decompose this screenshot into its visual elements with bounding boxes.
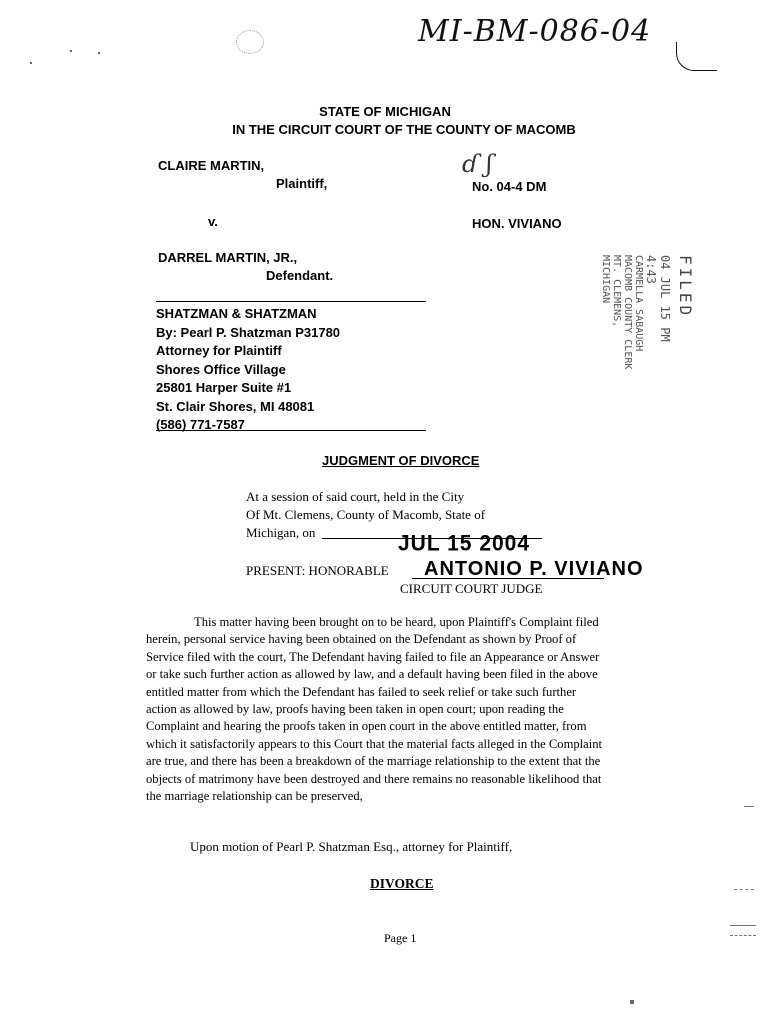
judge-title: CIRCUIT COURT JUDGE bbox=[400, 581, 543, 596]
attorney-name: By: Pearl P. Shatzman P31780 bbox=[156, 324, 341, 340]
recital-line: which it satisfactorily appears to this Court that the material facts alleged in the Complaint bbox=[146, 736, 603, 751]
recital-line: action as allowed by law, proofs having been taken in open court; upon reading the bbox=[146, 702, 564, 717]
judge-name-stamp: ANTONIO P. VIVIANO bbox=[424, 558, 644, 580]
session-line-1: At a session of said court, held in the City bbox=[246, 489, 465, 504]
section-heading: DIVORCE bbox=[370, 876, 434, 891]
recital-line: the marriage relationship can be preserved, bbox=[146, 789, 363, 804]
assigned-judge: HON. VIVIANO bbox=[472, 216, 562, 231]
attorney-address-2: 25801 Harper Suite #1 bbox=[156, 380, 292, 395]
filed-stamp-line: MT. CLEMENS, MICHIGAN bbox=[600, 255, 622, 328]
recital-line: Complaint and hearing the proofs taken in open court in the above entitled matter, from bbox=[146, 719, 587, 734]
plaintiff-role: Plaintiff, bbox=[276, 176, 328, 191]
handwritten-case-number: MI-BM-086-04 bbox=[418, 14, 652, 49]
margin-mark bbox=[734, 889, 754, 890]
scan-speck bbox=[30, 62, 32, 64]
filed-stamp bbox=[545, 255, 695, 375]
filed-stamp-date: 04 JUL 15 PM 4:43 bbox=[644, 255, 672, 342]
versus: v. bbox=[208, 214, 218, 229]
attorney-bottom-rule bbox=[156, 430, 426, 431]
attorney-block bbox=[156, 305, 340, 435]
margin-mark bbox=[730, 935, 756, 936]
attorney-top-rule bbox=[156, 301, 426, 302]
court-state: STATE OF MICHIGAN bbox=[319, 104, 451, 119]
scan-speck bbox=[70, 50, 72, 52]
defendant-name: DARREL MARTIN, JR., bbox=[158, 250, 298, 265]
recital-line: or take such further action as allowed by law, and a default having been filed in the above bbox=[146, 667, 598, 682]
plaintiff-name: CLAIRE MARTIN, bbox=[158, 158, 265, 173]
motion-line: Upon motion of Pearl P. Shatzman Esq., attorney for Plaintiff, bbox=[190, 839, 513, 854]
filed-stamp-line: CARMELLA SABAUGH bbox=[633, 255, 644, 352]
handwriting-underline-mark bbox=[676, 42, 717, 71]
scan-speck bbox=[630, 1000, 634, 1004]
attorney-role: Attorney for Plaintiff bbox=[156, 343, 282, 358]
scan-speck bbox=[98, 52, 100, 54]
attorney-firm: SHATZMAN & SHATZMAN bbox=[156, 306, 317, 321]
session-line-3: Michigan, on bbox=[246, 525, 316, 540]
attorney-address-1: Shores Office Village bbox=[156, 361, 286, 377]
document-title: JUDGMENT OF DIVORCE bbox=[322, 453, 480, 468]
filed-stamp-label: FILED bbox=[676, 255, 695, 319]
recital-line: Service filed with the court, The Defendant having failed to file an Appearance or Answer bbox=[146, 649, 600, 664]
margin-mark bbox=[730, 925, 756, 926]
session-date-stamp: JUL 15 2004 bbox=[398, 531, 531, 556]
recital-line: herein, personal service having been obtained on the Defendant as shown by Proof of bbox=[146, 632, 577, 647]
recital-paragraph bbox=[146, 614, 672, 805]
recital-line: This matter having been brought on to be heard, upon Plaintiff's Complaint filed bbox=[194, 615, 599, 629]
filed-stamp-line: MACOMB COUNTY CLERK bbox=[622, 255, 633, 370]
recital-line: entitled matter from which the Defendant has failed to seek relief or take such further bbox=[146, 684, 577, 699]
court-name: IN THE CIRCUIT COURT OF THE COUNTY OF MACOMB bbox=[232, 122, 576, 137]
case-number: No. 04-4 DM bbox=[472, 179, 547, 194]
attorney-phone: (586) 771-7587 bbox=[156, 417, 245, 432]
margin-mark bbox=[744, 806, 754, 807]
recital-line: are true, and there has been a breakdown of the marriage relationship to the extent that the bbox=[146, 754, 601, 769]
present-label: PRESENT: HONORABLE bbox=[246, 563, 389, 578]
defendant-role: Defendant. bbox=[266, 268, 334, 283]
attorney-address-3: St. Clair Shores, MI 48081 bbox=[156, 398, 315, 414]
punch-mark bbox=[236, 30, 264, 54]
session-line-2: Of Mt. Clemens, County of Macomb, State of bbox=[246, 507, 486, 522]
page-number: Page 1 bbox=[384, 931, 417, 945]
handwritten-initials: ɗ ʃ bbox=[462, 150, 493, 178]
recital-line: objects of matrimony have been destroyed and there remains no reasonable likelihood that bbox=[146, 771, 602, 786]
